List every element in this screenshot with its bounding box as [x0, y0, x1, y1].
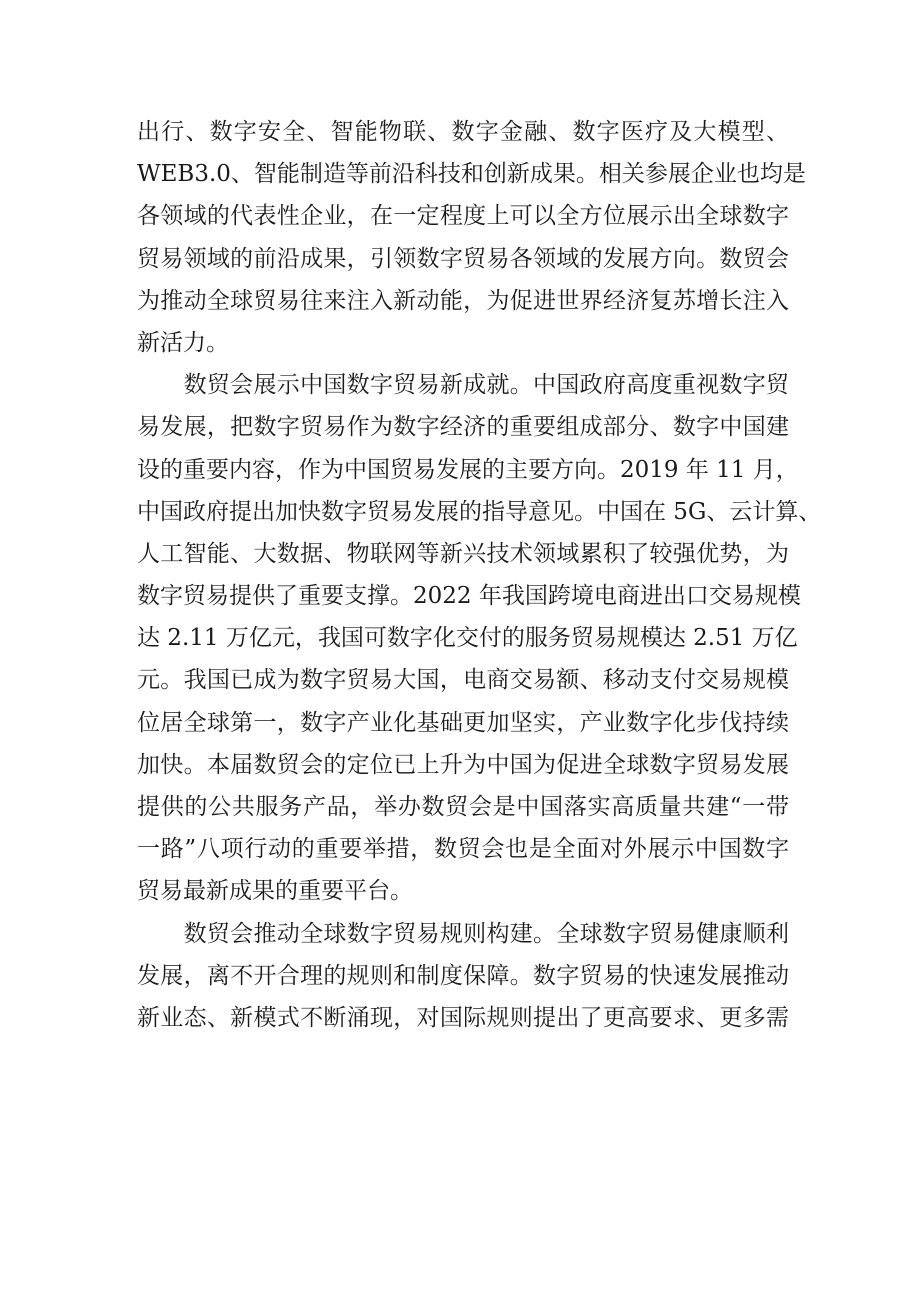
- document-body: [137, 111, 822, 1039]
- paragraph-1: [137, 111, 806, 364]
- text-line: WEB3.0、智能制造等前沿科技和创新成果。相关参展企业也均是: [137, 161, 806, 188]
- paragraph-3: [137, 913, 789, 1040]
- paragraph-2: [137, 364, 822, 912]
- text-line: 贸易最新成果的重要平台。: [137, 878, 413, 905]
- text-line: 各领域的代表性企业，在一定程度上可以全方位展示出全球数字: [137, 203, 789, 230]
- text-line: 新业态、新模式不断涌现，对国际规则提出了更高要求、更多需: [137, 1004, 789, 1031]
- text-line: 中国政府提出加快数字贸易发展的指导意见。中国在 5G、云计算、: [137, 498, 822, 525]
- text-line: 为推动全球贸易往来注入新动能，为促进世界经济复苏增长注入: [137, 287, 789, 314]
- text-line: 新活力。: [137, 329, 229, 356]
- text-line: 一路”八项行动的重要举措，数贸会也是全面对外展示中国数字: [137, 836, 789, 863]
- text-line: 元。我国已成为数字贸易大国，电商交易额、移动支付交易规模: [137, 667, 789, 694]
- text-line: 发展，离不开合理的规则和制度保障。数字贸易的快速发展推动: [137, 962, 789, 989]
- text-line: 数字贸易提供了重要支撑。2022 年我国跨境电商进出口交易规模: [137, 583, 801, 610]
- text-line: 提供的公共服务产品，举办数贸会是中国落实高质量共建“一带: [137, 794, 789, 820]
- text-line: 数贸会展示中国数字贸易新成就。中国政府高度重视数字贸: [137, 372, 789, 399]
- text-line: 贸易领域的前沿成果，引领数字贸易各领域的发展方向。数贸会: [137, 245, 789, 272]
- text-line: 数贸会推动全球数字贸易规则构建。全球数字贸易健康顺利: [137, 920, 789, 947]
- text-line: 出行、数字安全、智能物联、数字金融、数字医疗及大模型、: [137, 119, 789, 145]
- text-line: 易发展，把数字贸易作为数字经济的重要组成部分、数字中国建: [137, 414, 789, 441]
- text-line: 人工智能、大数据、物联网等新兴技术领域累积了较强优势，为: [137, 540, 789, 567]
- text-line: 加快。本届数贸会的定位已上升为中国为促进全球数字贸易发展: [137, 751, 789, 778]
- text-line: 设的重要内容，作为中国贸易发展的主要方向。2019 年 11 月，: [137, 456, 799, 483]
- text-line: 位居全球第一，数字产业化基础更加坚实，产业数字化步伐持续: [137, 709, 789, 736]
- text-line: 达 2.11 万亿元，我国可数字化交付的服务贸易规模达 2.51 万亿: [137, 625, 798, 652]
